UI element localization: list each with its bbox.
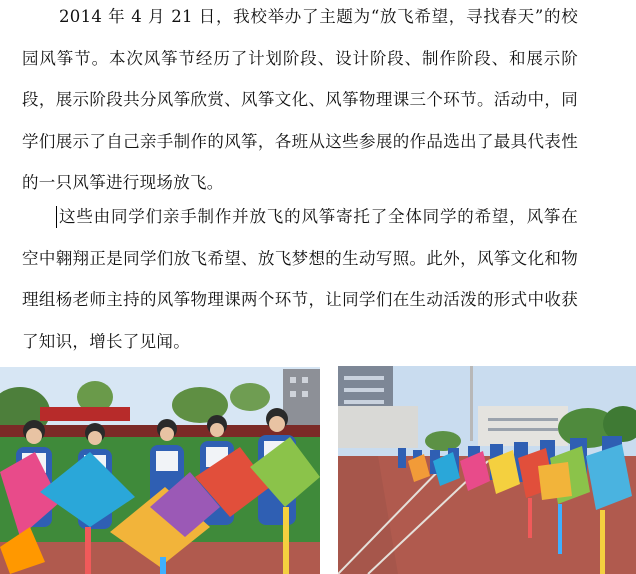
- photo-kite-lineup-on-track: [338, 366, 636, 574]
- paragraph-2: 这些由同学们亲手制作并放飞的风筝寄托了全体同学的希望，风筝在空中翱翔正是同学们放飞希望、放飞梦想的生动写照。此外，风筝文化和物理组杨老师主持的风筝物理课两个环节，让同学们在生动活泼的形式中收获了知识，增长了见闻。: [22, 207, 578, 351]
- text-cursor: [56, 206, 57, 228]
- paragraph-1: 2014 年 4 月 21 日，我校举办了主题为“放飞希望，寻找春天”的校园风筝节。本次风筝节经历了计划阶段、设计阶段、制作阶段、和展示阶段，展示阶段共分风筝欣赏、风筝文化、风筝物理课三个环节。活动中，同学们展示了自己亲手制作的风筝，各班从这些参展的作品选出了最具代表性的一只风筝进行现场放飞。: [22, 7, 578, 192]
- photo-students-with-kites: [0, 367, 320, 574]
